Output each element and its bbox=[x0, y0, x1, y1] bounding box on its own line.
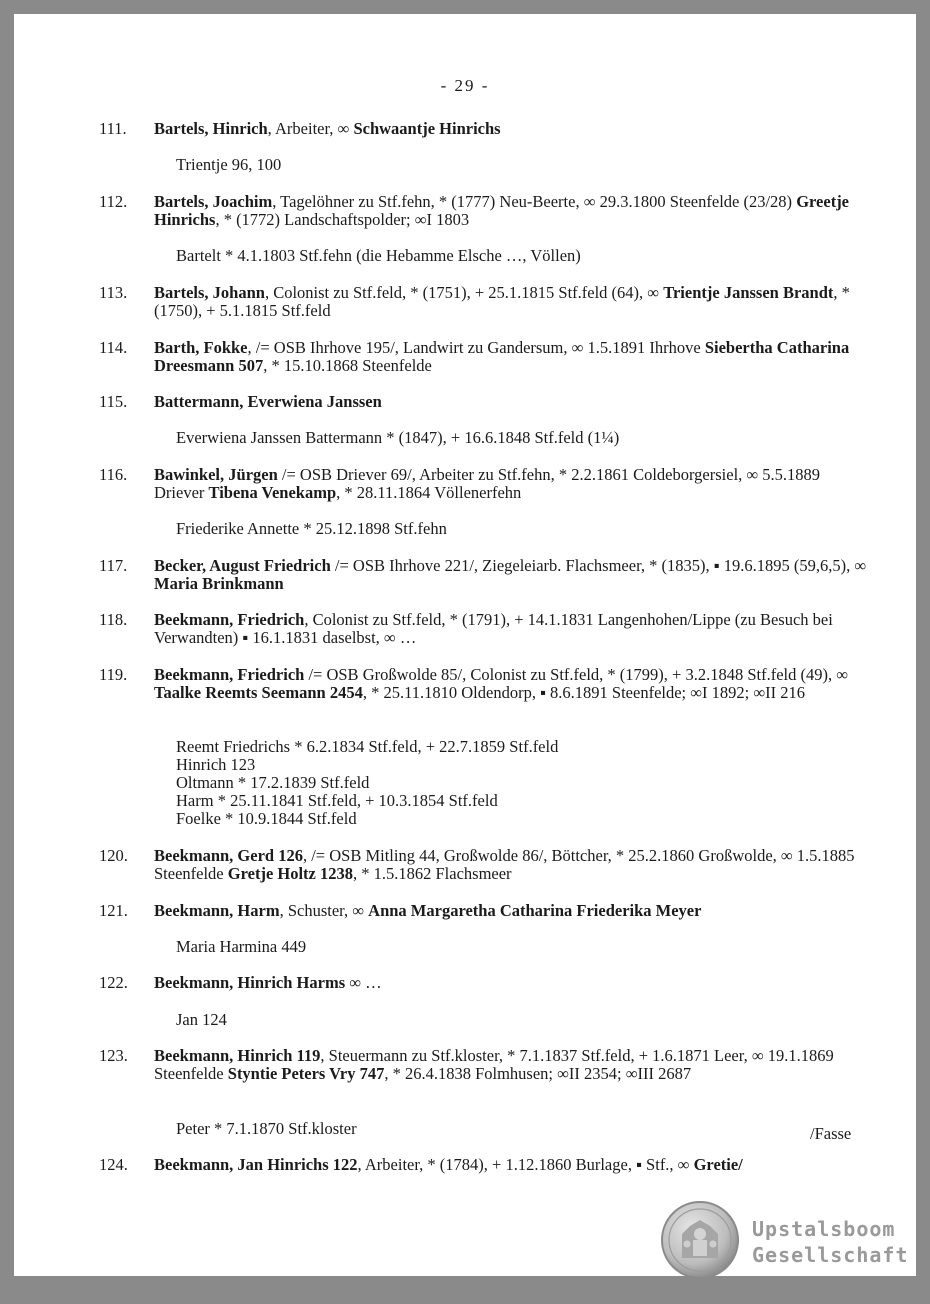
child-line: Hinrich 123 bbox=[176, 755, 256, 774]
person-name: Beekmann, Harm bbox=[154, 901, 280, 920]
entry-detail: , * (1772) Landschaftspolder; ∞I 1803 bbox=[215, 210, 470, 230]
entry-detail: , * 28.11.1864 Völlenerfehn bbox=[336, 483, 522, 503]
entry-text bbox=[154, 120, 869, 138]
person-name: Bartels, Hinrich bbox=[154, 119, 268, 138]
person-name: Beekmann, Hinrich Harms bbox=[154, 973, 346, 992]
child-line: Jan 124 bbox=[176, 1010, 227, 1029]
child-line: Friederike Annette * 25.12.1898 Stf.fehn bbox=[176, 519, 447, 538]
entry-text bbox=[154, 847, 869, 883]
society-name-line1: Upstalsboom bbox=[752, 1217, 896, 1241]
entry-number: 117. bbox=[99, 556, 128, 575]
entry-text bbox=[154, 902, 869, 920]
child-line: Maria Harmina 449 bbox=[176, 937, 307, 956]
entry-detail: , Steuermann zu Stf.kloster, * 7.1.1837 Stf.feld, + 1.6.1871 Leer, ∞ 19.1.1869 Steenfelde bbox=[154, 1046, 834, 1084]
child-line: Reemt Friedrichs * 6.2.1834 Stf.feld, + 22.7.1859 Stf.feld bbox=[176, 737, 559, 756]
entry-text bbox=[154, 393, 869, 411]
person-name: Battermann, Everwiena Janssen bbox=[154, 392, 382, 411]
entry-number: 111. bbox=[99, 119, 127, 138]
entry-text bbox=[154, 284, 869, 320]
entry-number: 118. bbox=[99, 610, 128, 629]
entry-detail: /= OSB Ihrhove 221/, Ziegeleiarb. Flachsmeer, * (1835), ▪ 19.6.1895 (59,6,5), ∞ bbox=[330, 556, 867, 575]
entry-detail: , Colonist zu Stf.feld, * (1751), + 25.1.1815 Stf.feld (64), ∞ bbox=[264, 283, 664, 302]
entry-number: 120. bbox=[99, 846, 128, 865]
person-name: Beekmann, Hinrich 119 bbox=[154, 1046, 321, 1065]
child-line: Oltmann * 17.2.1839 Stf.feld bbox=[176, 773, 370, 792]
entry-detail: , * 1.5.1862 Flachsmeer bbox=[353, 864, 512, 884]
entry-detail: , Arbeiter, * (1784), + 1.12.1860 Burlage, ▪ Stf., ∞ bbox=[357, 1155, 694, 1174]
person-name: Siebertha Catharina Dreesmann 507 bbox=[154, 338, 850, 376]
person-name: Schwaantje Hinrichs bbox=[353, 119, 501, 138]
child-line: Bartelt * 4.1.1803 Stf.fehn (die Hebamme Elsche …, Völlen) bbox=[176, 246, 581, 265]
entry-text bbox=[154, 974, 869, 992]
person-name: Beekmann, Friedrich bbox=[154, 610, 305, 629]
person-name: Tibena Venekamp bbox=[208, 483, 337, 503]
entry-number: 124. bbox=[99, 1155, 128, 1174]
person-name: Barth, Fokke bbox=[154, 338, 248, 357]
entry-text bbox=[154, 557, 869, 593]
entry-text bbox=[154, 193, 869, 229]
entry-detail: , Tagelöhner zu Stf.fehn, * (1777) Neu-Beerte, ∞ 29.3.1800 Steenfelde (23/28) bbox=[272, 192, 797, 211]
entry-text bbox=[154, 339, 869, 375]
entry-number: 121. bbox=[99, 901, 128, 920]
person-name: Becker, August Friedrich bbox=[154, 556, 331, 575]
entry-detail: , Schuster, ∞ bbox=[279, 901, 369, 920]
entry-number: 116. bbox=[99, 465, 128, 484]
person-name: Trientje Janssen Brandt bbox=[663, 283, 834, 302]
person-name: Bawinkel, Jürgen bbox=[154, 465, 278, 484]
entry-number: 115. bbox=[99, 392, 128, 411]
person-name: Gretje Holtz 1238 bbox=[227, 864, 353, 884]
entry-detail: , Colonist zu Stf.feld, * (1791), + 14.1.1831 Langenhohen/Lippe (zu Besuch bei Verwandten) ▪ 16.1.1831 daselbst, ∞ … bbox=[154, 610, 833, 648]
entry-detail: , * 26.4.1838 Folmhusen; ∞II 2354; ∞III 2687 bbox=[384, 1064, 692, 1084]
entry-number: 119. bbox=[99, 665, 128, 684]
entry-text bbox=[154, 466, 869, 502]
person-name: Anna Margaretha Catharina Friederika Meyer bbox=[368, 901, 702, 920]
entry-number: 123. bbox=[99, 1046, 128, 1065]
entry-number: 114. bbox=[99, 338, 128, 357]
entry-detail: , * (1750), + 5.1.1815 Stf.feld bbox=[154, 283, 850, 321]
entry-detail: , Arbeiter, ∞ bbox=[267, 119, 354, 138]
person-name: Taalke Reemts Seemann 2454 bbox=[154, 683, 363, 703]
entry-detail: /= OSB Driever 69/, Arbeiter zu Stf.fehn, * 2.2.1861 Coldeborgersiel, ∞ 5.5.1889 Driever bbox=[154, 465, 821, 503]
person-name: Bartels, Joachim bbox=[154, 192, 273, 211]
entry-text bbox=[154, 666, 869, 702]
entry-text bbox=[154, 611, 869, 647]
person-name: Bartels, Johann bbox=[154, 283, 265, 302]
person-name: Beekmann, Gerd 126 bbox=[154, 846, 303, 865]
entry-detail: , /= OSB Ihrhove 195/, Landwirt zu Gandersum, ∞ 1.5.1891 Ihrhove bbox=[247, 338, 705, 357]
child-line: Harm * 25.11.1841 Stf.feld, + 10.3.1854 Stf.feld bbox=[176, 791, 498, 810]
person-name: Greetje Hinrichs bbox=[154, 192, 850, 230]
entry-detail: ∞ … bbox=[345, 973, 382, 992]
seal-logo-icon bbox=[660, 1200, 740, 1280]
entry-text bbox=[154, 1156, 869, 1174]
person-name: Beekmann, Jan Hinrichs 122 bbox=[154, 1155, 358, 1174]
page-number: - 29 - bbox=[440, 76, 490, 95]
entry-detail: /= OSB Großwolde 85/, Colonist zu Stf.feld, * (1799), + 3.2.1848 Stf.feld (49), ∞ bbox=[304, 665, 848, 684]
person-name: Gretie/ bbox=[693, 1155, 743, 1174]
child-line: Foelke * 10.9.1844 Stf.feld bbox=[176, 809, 357, 828]
person-name: Maria Brinkmann bbox=[154, 574, 284, 594]
entry-number: 113. bbox=[99, 283, 128, 302]
entry-number: 112. bbox=[99, 192, 128, 211]
continuation-text: /Fasse bbox=[810, 1124, 852, 1143]
person-name: Beekmann, Friedrich bbox=[154, 665, 305, 684]
person-name: Styntie Peters Vry 747 bbox=[227, 1064, 385, 1084]
entry-text bbox=[154, 1047, 869, 1083]
entry-detail: , * 15.10.1868 Steenfelde bbox=[263, 356, 432, 376]
entry-detail: , /= OSB Mitling 44, Großwolde 86/, Böttcher, * 25.2.1860 Großwolde, ∞ 1.5.1885 Steenfelde bbox=[154, 846, 855, 884]
entry-number: 122. bbox=[99, 973, 128, 992]
society-name-line2: Gesellschaft bbox=[752, 1243, 909, 1267]
document-page bbox=[14, 14, 916, 1276]
entry-detail: , * 25.11.1810 Oldendorp, ▪ 8.6.1891 Steenfelde; ∞I 1892; ∞II 216 bbox=[362, 683, 805, 703]
child-line: Peter * 7.1.1870 Stf.kloster bbox=[176, 1119, 357, 1138]
child-line: Trientje 96, 100 bbox=[176, 155, 282, 174]
child-line: Everwiena Janssen Battermann * (1847), + 16.6.1848 Stf.feld (1¼) bbox=[176, 428, 620, 447]
